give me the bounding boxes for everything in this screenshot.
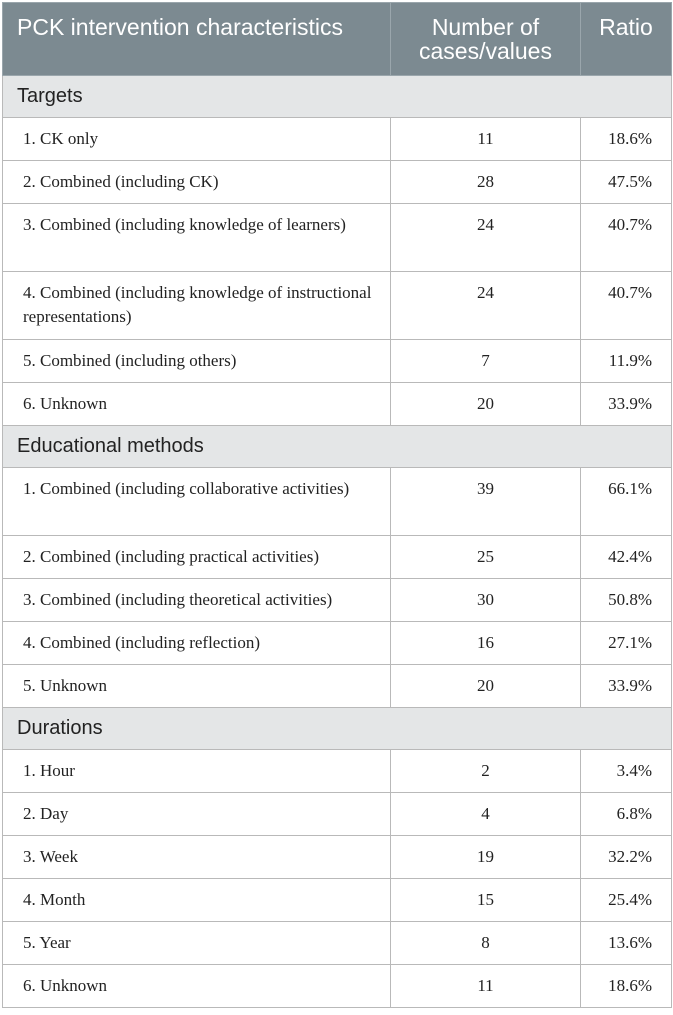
row-ratio: 40.7% [581, 204, 672, 272]
row-ratio: 18.6% [581, 118, 672, 161]
row-count: 4 [391, 793, 581, 836]
table-row [3, 468, 672, 536]
row-label: 5. Combined (including others) [3, 340, 391, 383]
row-label: 6. Unknown [3, 383, 391, 426]
row-ratio: 50.8% [581, 579, 672, 622]
row-ratio: 33.9% [581, 665, 672, 708]
section-row-educational-methods [3, 426, 672, 468]
row-count: 30 [391, 579, 581, 622]
row-label: 1. CK only [3, 118, 391, 161]
table-row [3, 536, 672, 579]
row-count: 24 [391, 204, 581, 272]
row-count: 16 [391, 622, 581, 665]
row-ratio: 40.7% [581, 272, 672, 340]
row-ratio: 27.1% [581, 622, 672, 665]
row-count: 39 [391, 468, 581, 536]
row-label: 2. Combined (including practical activities) [3, 536, 391, 579]
row-ratio: 6.8% [581, 793, 672, 836]
row-count: 24 [391, 272, 581, 340]
section-row-durations [3, 708, 672, 750]
row-ratio: 66.1% [581, 468, 672, 536]
section-title: Educational methods [3, 426, 672, 468]
row-ratio: 47.5% [581, 161, 672, 204]
row-count: 20 [391, 383, 581, 426]
row-ratio: 18.6% [581, 965, 672, 1008]
row-count: 19 [391, 836, 581, 879]
header-ratio: Ratio [581, 3, 672, 76]
row-label: 3. Week [3, 836, 391, 879]
row-ratio: 42.4% [581, 536, 672, 579]
table-row [3, 383, 672, 426]
header-characteristics: PCK intervention characteristics [3, 3, 391, 76]
table-row [3, 922, 672, 965]
row-count: 7 [391, 340, 581, 383]
row-ratio: 13.6% [581, 922, 672, 965]
table-row [3, 622, 672, 665]
section-title: Targets [3, 76, 672, 118]
header-cases: Number of cases/values [391, 3, 581, 76]
row-ratio: 33.9% [581, 383, 672, 426]
table-row [3, 965, 672, 1008]
table-row [3, 836, 672, 879]
pck-characteristics-table [2, 2, 672, 1008]
table-row [3, 879, 672, 922]
row-label: 4. Combined (including reflection) [3, 622, 391, 665]
row-label: 2. Day [3, 793, 391, 836]
table-row [3, 665, 672, 708]
row-label: 5. Year [3, 922, 391, 965]
row-label: 1. Hour [3, 750, 391, 793]
row-count: 15 [391, 879, 581, 922]
table-row [3, 161, 672, 204]
table-row [3, 793, 672, 836]
row-label: 4. Combined (including knowledge of instructional representations) [3, 272, 391, 340]
table-row [3, 579, 672, 622]
table-row [3, 118, 672, 161]
row-count: 11 [391, 118, 581, 161]
row-label: 1. Combined (including collaborative activities) [3, 468, 391, 536]
row-count: 28 [391, 161, 581, 204]
section-row-targets [3, 76, 672, 118]
row-ratio: 3.4% [581, 750, 672, 793]
table-row [3, 340, 672, 383]
row-count: 25 [391, 536, 581, 579]
row-label: 6. Unknown [3, 965, 391, 1008]
row-label: 2. Combined (including CK) [3, 161, 391, 204]
row-count: 2 [391, 750, 581, 793]
row-count: 8 [391, 922, 581, 965]
row-count: 11 [391, 965, 581, 1008]
row-ratio: 11.9% [581, 340, 672, 383]
section-title: Durations [3, 708, 672, 750]
row-label: 3. Combined (including theoretical activities) [3, 579, 391, 622]
row-ratio: 25.4% [581, 879, 672, 922]
row-label: 4. Month [3, 879, 391, 922]
row-label: 3. Combined (including knowledge of learners) [3, 204, 391, 272]
table-row [3, 204, 672, 272]
row-ratio: 32.2% [581, 836, 672, 879]
row-count: 20 [391, 665, 581, 708]
table-row [3, 272, 672, 340]
table-row [3, 750, 672, 793]
header-row [3, 3, 672, 76]
row-label: 5. Unknown [3, 665, 391, 708]
